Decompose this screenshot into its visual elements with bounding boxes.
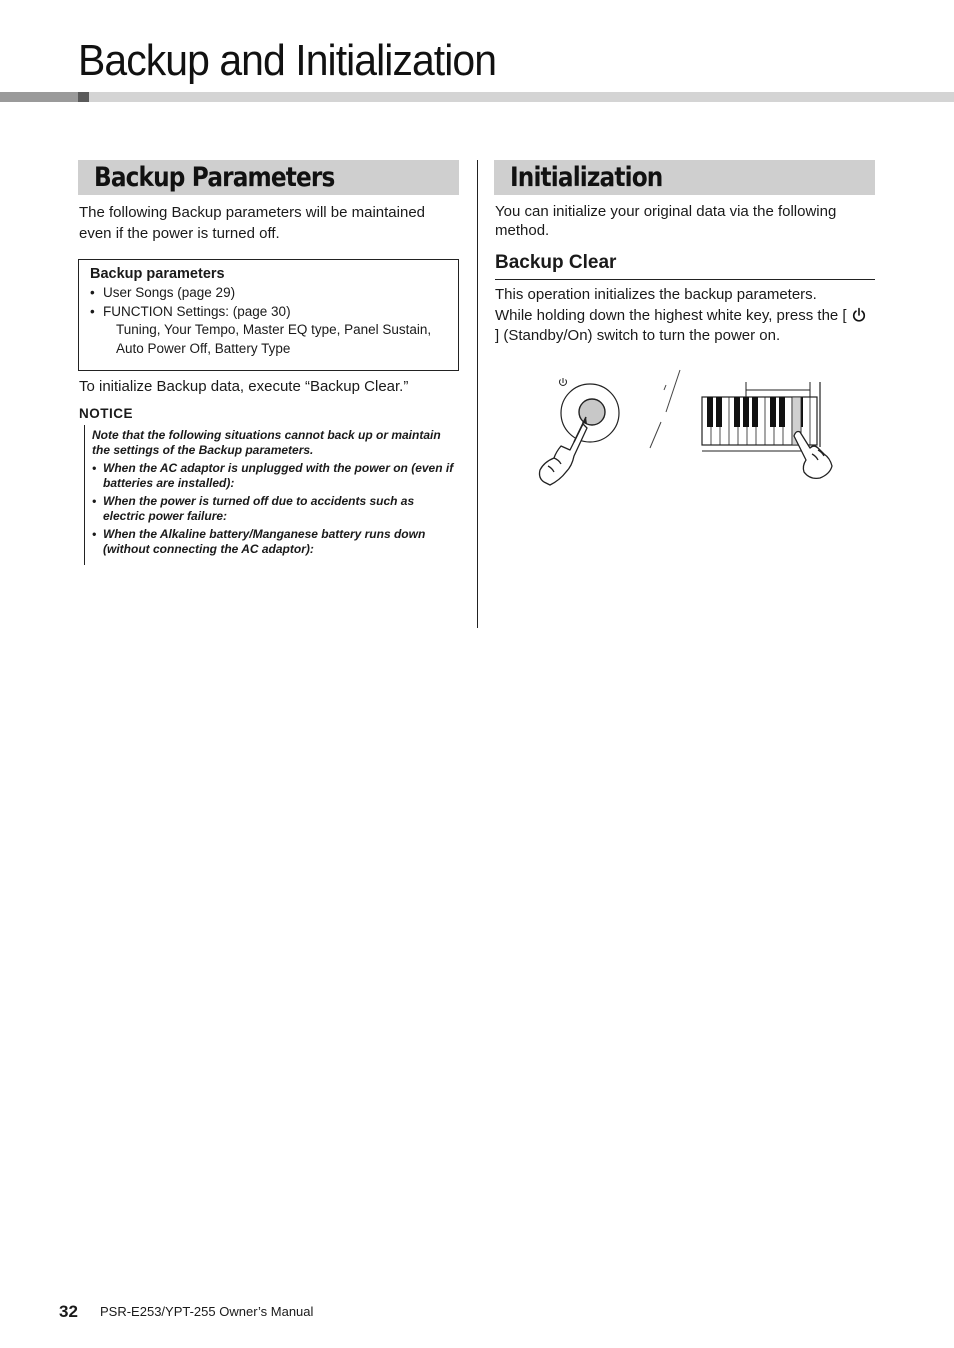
title-rule-left <box>0 92 78 102</box>
function-settings-line-1: Tuning, Your Tempo, Master EQ type, Panel Sustain, <box>116 322 432 337</box>
notice-label: NOTICE <box>79 406 134 421</box>
list-item: • User Songs (page 29) <box>90 284 448 303</box>
divider-slash-bottom <box>650 422 661 448</box>
page-title: Backup and Initialization <box>78 36 497 85</box>
footer-manual-title: PSR-E253/YPT-255 Owner’s Manual <box>100 1304 314 1319</box>
function-settings-line-2: Auto Power Off, Battery Type <box>116 340 291 356</box>
backup-parameters-box <box>78 259 459 371</box>
list-item: • When the AC adaptor is unplugged with the power on (even if batteries are installed): <box>92 461 454 491</box>
backup-clear-illustration <box>530 362 840 492</box>
backup-clear-heading: Backup Clear <box>495 252 617 273</box>
notice-list <box>92 461 454 557</box>
divider-slash-top <box>666 370 680 412</box>
power-standby-icon <box>851 307 867 323</box>
title-rule-marker <box>78 92 89 102</box>
page-number: 32 <box>59 1302 78 1321</box>
backup-box-title: Backup parameters <box>90 266 225 282</box>
title-rule-right <box>89 92 954 102</box>
backup-box-list <box>90 284 448 321</box>
backup-intro: The following Backup parameters will be maintained even if the power is turned off. <box>79 204 426 242</box>
backup-clear-para-1: This operation initializes the backup parameters. <box>495 286 817 303</box>
backup-parameters-heading: Backup Parameters <box>78 160 459 195</box>
divider-slash-dash <box>664 385 666 390</box>
list-item: • When the Alkaline battery/Manganese battery runs down (without connecting the AC adaptor): <box>92 527 454 557</box>
backup-clear-para-2: While holding down the highest white key, press the [ ] (Standby/On) switch to turn the power on. <box>495 306 875 345</box>
execute-backup-clear-text: To initialize Backup data, execute “Backup Clear.” <box>79 378 409 395</box>
standby-button-icon <box>579 399 605 425</box>
backup-clear-rule <box>495 279 875 280</box>
initialization-intro: You can initialize your original data via the following method. <box>495 203 837 239</box>
notice-body <box>92 428 454 560</box>
standby-label-icon <box>560 378 567 385</box>
column-divider <box>477 160 478 628</box>
notice-lead: Note that the following situations cannot back up or maintain the settings of the Backup parameters. <box>92 428 441 457</box>
notice-bar <box>84 425 85 565</box>
list-item: • FUNCTION Settings: (page 30) <box>90 303 448 322</box>
list-item: • When the power is turned off due to accidents such as electric power failure: <box>92 494 454 524</box>
pressing-hand-icon <box>540 424 588 485</box>
initialization-heading: Initialization <box>494 160 875 195</box>
